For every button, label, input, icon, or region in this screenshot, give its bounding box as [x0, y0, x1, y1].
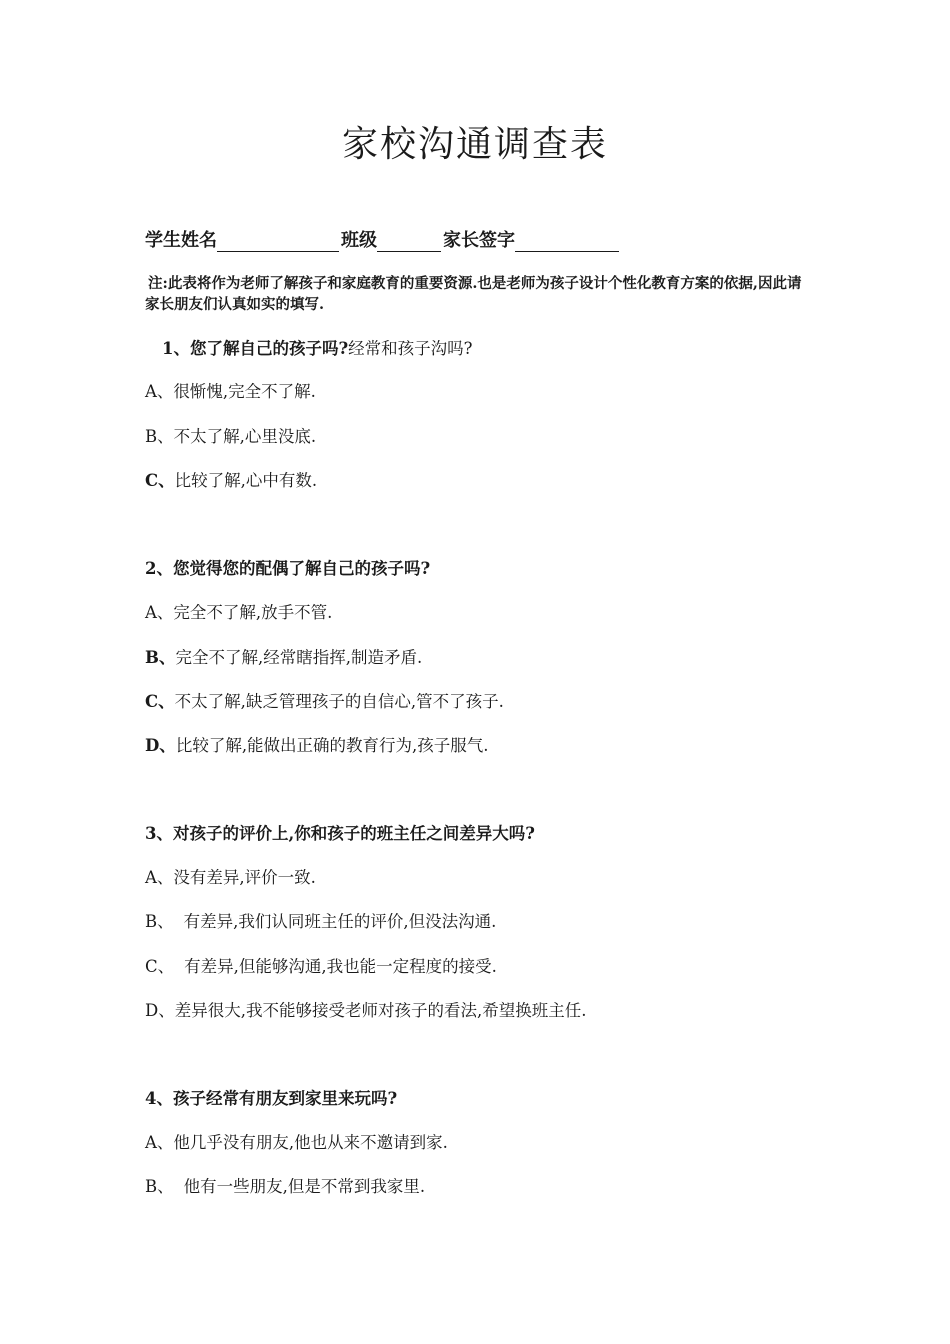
option-letter: C、: [145, 957, 175, 976]
info-fields: [145, 226, 621, 252]
question-4-option-b[interactable]: [145, 1173, 425, 1197]
option-letter: D、: [145, 736, 176, 755]
question-4: [145, 1085, 397, 1109]
option-text: 很惭愧,完全不了解.: [173, 382, 316, 401]
option-letter: B、: [145, 912, 174, 931]
option-letter: C、: [145, 692, 175, 711]
option-text: 不太了解,缺乏管理孩子的自信心,管不了孩子.: [174, 692, 504, 711]
question-1-text-bold: 1、您了解自己的孩子吗?: [162, 339, 349, 358]
question-3-option-c[interactable]: [145, 953, 497, 977]
question-4-text-bold: 4、孩子经常有朋友到家里来玩吗?: [145, 1089, 398, 1108]
option-text: 他几乎没有朋友,他也从来不邀请到家.: [173, 1133, 448, 1152]
student-name-label: 学生姓名: [145, 230, 217, 251]
question-3-option-d[interactable]: [145, 997, 586, 1021]
instruction-note: 注:此表将作为老师了解孩子和家庭教育的重要资源.也是老师为孩子设计个性化教育方案的依据,因此请家长朋友们认真如实的填写.: [145, 275, 802, 313]
question-2-option-b[interactable]: [145, 644, 422, 668]
option-letter: B、: [145, 427, 174, 446]
question-2-option-d[interactable]: [145, 732, 489, 756]
question-2-text-bold: 2、您觉得您的配偶了解自己的孩子吗?: [145, 559, 431, 578]
option-text: 不太了解,心里没底.: [173, 427, 317, 446]
option-letter: A、: [145, 1133, 174, 1152]
page-title: 家校沟通调查表: [341, 124, 608, 165]
student-name-blank[interactable]: [217, 231, 339, 252]
parent-sign-blank[interactable]: [515, 231, 619, 252]
option-text: 有差异,但能够沟通,我也能一定程度的接受.: [184, 957, 497, 976]
option-letter: A、: [145, 868, 174, 887]
option-text: 有差异,我们认同班主任的评价,但没法沟通.: [183, 912, 497, 931]
option-text: 完全不了解,放手不管.: [173, 603, 333, 622]
option-text: 比较了解,心中有数.: [174, 471, 318, 490]
question-3-text-bold: 3、对孩子的评价上,你和孩子的班主任之间差异大吗?: [145, 824, 535, 843]
option-letter: C、: [145, 471, 175, 490]
option-letter: B、: [145, 648, 176, 667]
option-text: 比较了解,能做出正确的教育行为,孩子服气.: [175, 736, 489, 755]
question-1-text-normal: 经常和孩子沟吗?: [348, 339, 473, 358]
question-3: [145, 820, 535, 844]
question-2-option-c[interactable]: [145, 688, 504, 712]
option-text: 差异很大,我不能够接受老师对孩子的看法,希望换班主任.: [174, 1001, 587, 1020]
question-2: [145, 555, 430, 579]
option-letter: A、: [145, 382, 174, 401]
question-3-option-b[interactable]: [145, 908, 496, 932]
option-letter: A、: [145, 603, 174, 622]
class-label: 班级: [341, 230, 377, 251]
option-text: 他有一些朋友,但是不常到我家里.: [183, 1177, 426, 1196]
option-text: 完全不了解,经常瞎指挥,制造矛盾.: [175, 648, 423, 667]
question-1-option-b[interactable]: [145, 423, 316, 447]
question-1-option-c[interactable]: [145, 467, 317, 491]
option-letter: D、: [145, 1001, 175, 1020]
option-letter: B、: [145, 1177, 174, 1196]
class-blank[interactable]: [377, 231, 441, 252]
question-1: [162, 335, 473, 359]
option-text: 没有差异,评价一致.: [173, 868, 316, 887]
question-4-option-a[interactable]: [145, 1129, 448, 1153]
question-1-option-a[interactable]: [145, 378, 316, 402]
parent-sign-label: 家长签字: [443, 230, 515, 251]
question-3-option-a[interactable]: [145, 864, 316, 888]
question-2-option-a[interactable]: [145, 599, 332, 623]
